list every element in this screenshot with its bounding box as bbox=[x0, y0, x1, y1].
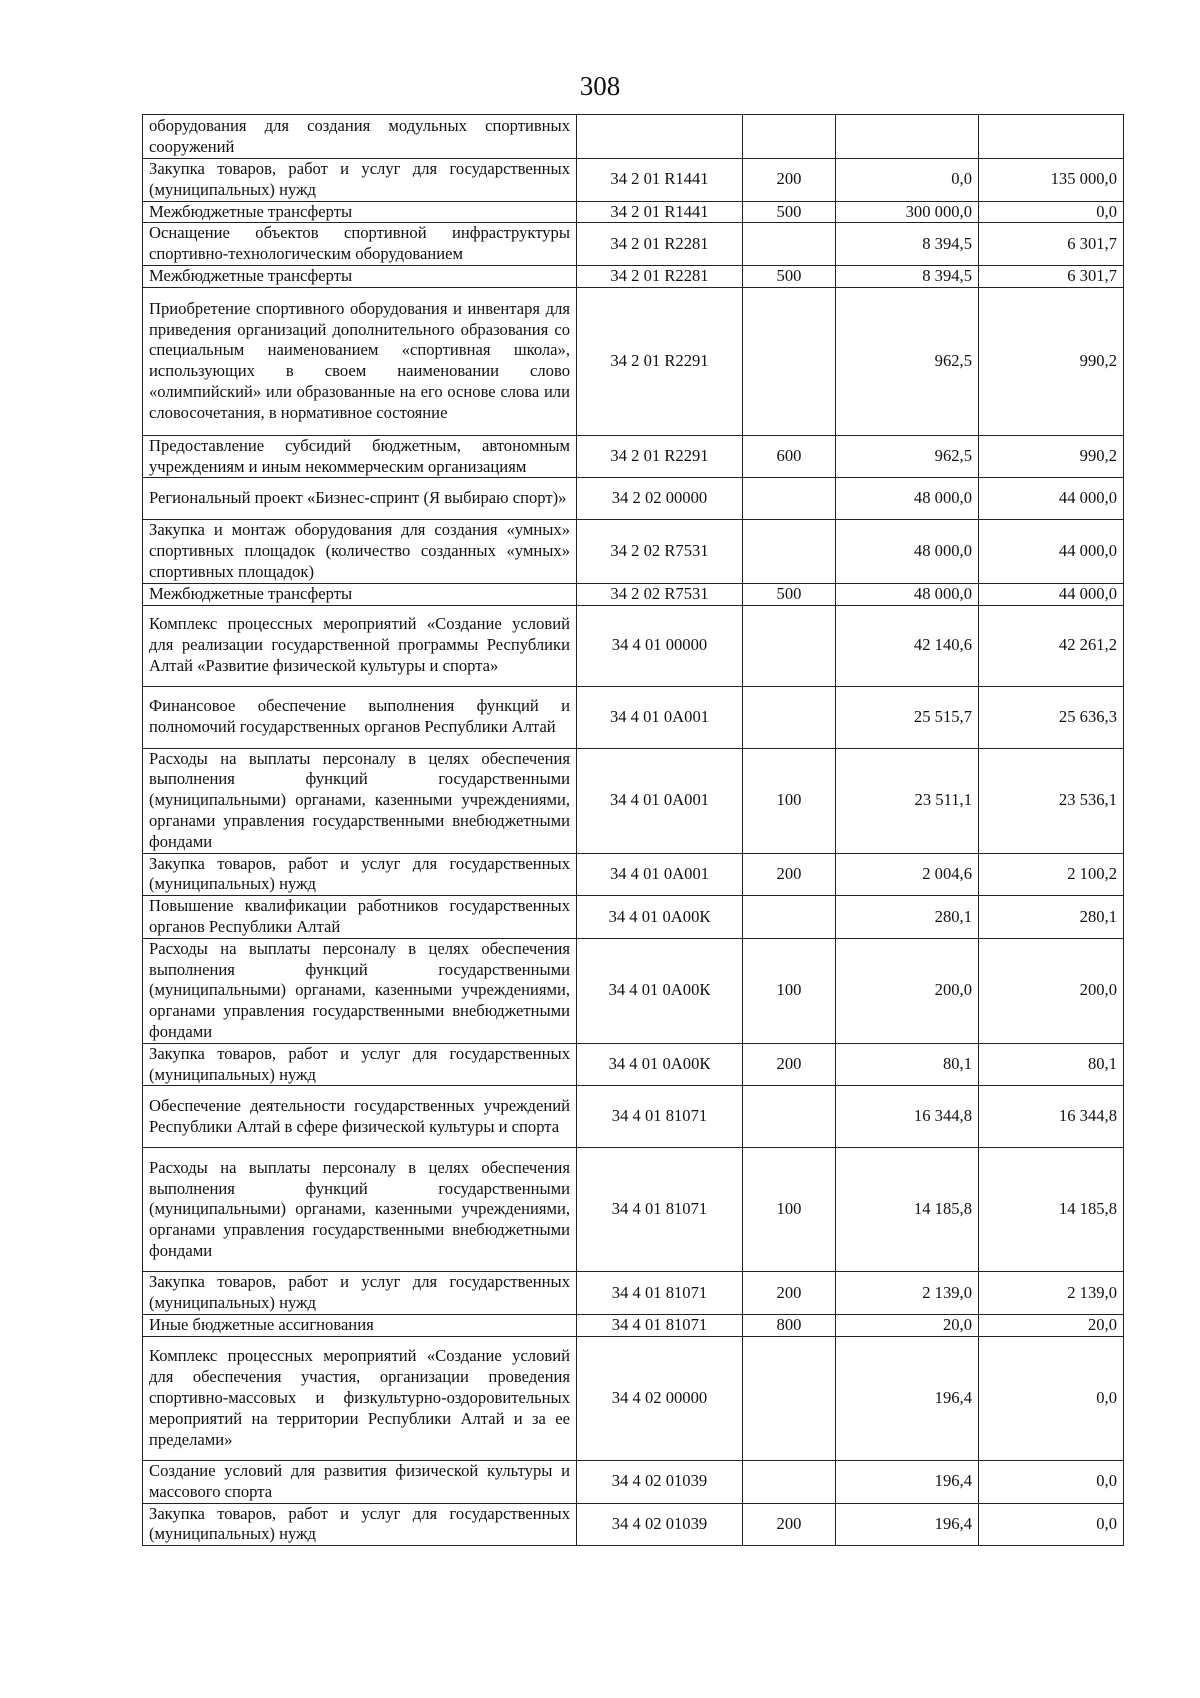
amount-year2-cell: 200,0 bbox=[979, 938, 1124, 1043]
table-row bbox=[143, 748, 1124, 853]
amount-year1-cell: 280,1 bbox=[836, 896, 979, 939]
amount-year2-cell: 42 261,2 bbox=[979, 605, 1124, 686]
table-row bbox=[143, 605, 1124, 686]
target-code-cell: 34 4 01 0А00К bbox=[577, 1043, 743, 1086]
expense-name-cell: Приобретение спортивного оборудования и инвентаря для приведения организаций дополнительного образования со специальным наименованием «спортивная школа», использующих в своем наименовании слово «олимпийский» или образованные на его основе слова или словосочетания, в нормативное состояние bbox=[143, 287, 577, 435]
expense-name-cell: Закупка товаров, работ и услуг для государственных (муниципальных) нужд bbox=[143, 159, 577, 202]
expense-name-cell: Комплекс процессных мероприятий «Создание условий для реализации государственной программы Республики Алтай «Развитие физической культуры и спорта» bbox=[143, 605, 577, 686]
target-code-cell: 34 4 02 01039 bbox=[577, 1460, 743, 1503]
target-code-cell: 34 4 01 81071 bbox=[577, 1148, 743, 1272]
target-code-cell: 34 4 01 0А001 bbox=[577, 686, 743, 748]
target-code-cell: 34 4 01 00000 bbox=[577, 605, 743, 686]
expense-type-cell bbox=[743, 287, 836, 435]
target-code-cell bbox=[577, 115, 743, 159]
amount-year2-cell: 25 636,3 bbox=[979, 686, 1124, 748]
expense-name-cell: Иные бюджетные ассигнования bbox=[143, 1314, 577, 1336]
amount-year1-cell: 196,4 bbox=[836, 1460, 979, 1503]
table-row bbox=[143, 201, 1124, 223]
amount-year1-cell: 300 000,0 bbox=[836, 201, 979, 223]
table-row bbox=[143, 1503, 1124, 1546]
amount-year1-cell: 16 344,8 bbox=[836, 1086, 979, 1148]
amount-year1-cell: 2 004,6 bbox=[836, 853, 979, 896]
expense-type-cell bbox=[743, 1086, 836, 1148]
expense-type-cell: 100 bbox=[743, 1148, 836, 1272]
amount-year2-cell: 2 100,2 bbox=[979, 853, 1124, 896]
target-code-cell: 34 2 02 R7531 bbox=[577, 520, 743, 583]
target-code-cell: 34 4 01 0А001 bbox=[577, 748, 743, 853]
expense-name-cell: Расходы на выплаты персоналу в целях обеспечения выполнения функций государственными (муниципальными) органами, казенными учреждениями, органами управления государственными внебюджетными фондами bbox=[143, 938, 577, 1043]
amount-year1-cell: 48 000,0 bbox=[836, 583, 979, 605]
target-code-cell: 34 2 02 R7531 bbox=[577, 583, 743, 605]
expense-name-cell: Закупка товаров, работ и услуг для государственных (муниципальных) нужд bbox=[143, 1503, 577, 1546]
amount-year1-cell: 8 394,5 bbox=[836, 265, 979, 287]
amount-year1-cell: 196,4 bbox=[836, 1336, 979, 1460]
expense-name-cell: Закупка и монтаж оборудования для создания «умных» спортивных площадок (количество созданных «умных» спортивных площадок) bbox=[143, 520, 577, 583]
amount-year2-cell: 6 301,7 bbox=[979, 265, 1124, 287]
table-row bbox=[143, 1086, 1124, 1148]
table-row bbox=[143, 896, 1124, 939]
amount-year2-cell: 23 536,1 bbox=[979, 748, 1124, 853]
table-row bbox=[143, 1314, 1124, 1336]
amount-year2-cell: 2 139,0 bbox=[979, 1272, 1124, 1315]
target-code-cell: 34 2 01 R2281 bbox=[577, 223, 743, 266]
expense-name-cell: Создание условий для развития физической культуры и массового спорта bbox=[143, 1460, 577, 1503]
amount-year1-cell: 20,0 bbox=[836, 1314, 979, 1336]
expense-name-cell: Межбюджетные трансферты bbox=[143, 265, 577, 287]
target-code-cell: 34 2 01 R2291 bbox=[577, 287, 743, 435]
expense-type-cell: 500 bbox=[743, 583, 836, 605]
table-row bbox=[143, 478, 1124, 520]
amount-year2-cell: 44 000,0 bbox=[979, 478, 1124, 520]
table-row bbox=[143, 265, 1124, 287]
expense-type-cell: 100 bbox=[743, 938, 836, 1043]
amount-year1-cell: 962,5 bbox=[836, 435, 979, 478]
expense-name-cell: Повышение квалификации работников государственных органов Республики Алтай bbox=[143, 896, 577, 939]
target-code-cell: 34 2 02 00000 bbox=[577, 478, 743, 520]
target-code-cell: 34 2 01 R1441 bbox=[577, 159, 743, 202]
table-row bbox=[143, 1336, 1124, 1460]
expense-type-cell bbox=[743, 605, 836, 686]
expense-name-cell: Оснащение объектов спортивной инфраструктуры спортивно-технологическим оборудованием bbox=[143, 223, 577, 266]
amount-year1-cell: 48 000,0 bbox=[836, 478, 979, 520]
table-row bbox=[143, 223, 1124, 266]
amount-year1-cell: 200,0 bbox=[836, 938, 979, 1043]
amount-year2-cell: 44 000,0 bbox=[979, 520, 1124, 583]
table-row bbox=[143, 1460, 1124, 1503]
target-code-cell: 34 4 02 01039 bbox=[577, 1503, 743, 1546]
expense-name-cell: Закупка товаров, работ и услуг для государственных (муниципальных) нужд bbox=[143, 1043, 577, 1086]
amount-year2-cell: 20,0 bbox=[979, 1314, 1124, 1336]
amount-year2-cell bbox=[979, 115, 1124, 159]
expense-type-cell: 500 bbox=[743, 265, 836, 287]
expense-name-cell: Финансовое обеспечение выполнения функций и полномочий государственных органов Республики Алтай bbox=[143, 686, 577, 748]
amount-year2-cell: 0,0 bbox=[979, 1336, 1124, 1460]
expense-type-cell bbox=[743, 223, 836, 266]
expense-type-cell: 800 bbox=[743, 1314, 836, 1336]
table-row bbox=[143, 938, 1124, 1043]
expense-name-cell: Расходы на выплаты персоналу в целях обеспечения выполнения функций государственными (муниципальными) органами, казенными учреждениями, органами управления государственными внебюджетными фондами bbox=[143, 1148, 577, 1272]
expense-name-cell: Закупка товаров, работ и услуг для государственных (муниципальных) нужд bbox=[143, 1272, 577, 1315]
target-code-cell: 34 4 01 0А00К bbox=[577, 938, 743, 1043]
expense-type-cell: 200 bbox=[743, 1043, 836, 1086]
expense-name-cell: Межбюджетные трансферты bbox=[143, 583, 577, 605]
page-number: 308 bbox=[579, 71, 621, 101]
table-row bbox=[143, 115, 1124, 159]
amount-year2-cell: 280,1 bbox=[979, 896, 1124, 939]
expense-name-cell: Межбюджетные трансферты bbox=[143, 201, 577, 223]
expense-name-cell: оборудования для создания модульных спортивных сооружений bbox=[143, 115, 577, 159]
expense-type-cell: 200 bbox=[743, 853, 836, 896]
expense-type-cell bbox=[743, 520, 836, 583]
amount-year1-cell: 25 515,7 bbox=[836, 686, 979, 748]
amount-year1-cell: 48 000,0 bbox=[836, 520, 979, 583]
table-row bbox=[143, 435, 1124, 478]
amount-year1-cell: 14 185,8 bbox=[836, 1148, 979, 1272]
expense-name-cell: Обеспечение деятельности государственных учреждений Республики Алтай в сфере физической культуры и спорта bbox=[143, 1086, 577, 1148]
table-row bbox=[143, 583, 1124, 605]
target-code-cell: 34 2 01 R2281 bbox=[577, 265, 743, 287]
budget-table-body bbox=[143, 115, 1124, 1546]
expense-name-cell: Региональный проект «Бизнес-спринт (Я выбираю спорт)» bbox=[143, 478, 577, 520]
expense-name-cell: Расходы на выплаты персоналу в целях обеспечения выполнения функций государственными (муниципальными) органами, казенными учреждениями, органами управления государственными внебюджетными фондами bbox=[143, 748, 577, 853]
amount-year1-cell: 196,4 bbox=[836, 1503, 979, 1546]
table-row bbox=[143, 686, 1124, 748]
table-row bbox=[143, 1272, 1124, 1315]
amount-year2-cell: 16 344,8 bbox=[979, 1086, 1124, 1148]
amount-year1-cell: 23 511,1 bbox=[836, 748, 979, 853]
table-row bbox=[143, 1148, 1124, 1272]
expense-type-cell: 500 bbox=[743, 201, 836, 223]
expense-type-cell bbox=[743, 115, 836, 159]
amount-year2-cell: 990,2 bbox=[979, 435, 1124, 478]
target-code-cell: 34 4 01 0А001 bbox=[577, 853, 743, 896]
expense-type-cell bbox=[743, 1336, 836, 1460]
amount-year2-cell: 0,0 bbox=[979, 201, 1124, 223]
table-row bbox=[143, 853, 1124, 896]
amount-year1-cell bbox=[836, 115, 979, 159]
target-code-cell: 34 4 01 0А00К bbox=[577, 896, 743, 939]
amount-year2-cell: 0,0 bbox=[979, 1503, 1124, 1546]
amount-year2-cell: 44 000,0 bbox=[979, 583, 1124, 605]
table-row bbox=[143, 520, 1124, 583]
expense-type-cell: 200 bbox=[743, 1272, 836, 1315]
expense-type-cell bbox=[743, 1460, 836, 1503]
expense-name-cell: Закупка товаров, работ и услуг для государственных (муниципальных) нужд bbox=[143, 853, 577, 896]
amount-year1-cell: 0,0 bbox=[836, 159, 979, 202]
target-code-cell: 34 4 01 81071 bbox=[577, 1086, 743, 1148]
amount-year1-cell: 42 140,6 bbox=[836, 605, 979, 686]
amount-year1-cell: 962,5 bbox=[836, 287, 979, 435]
table-row bbox=[143, 159, 1124, 202]
amount-year1-cell: 80,1 bbox=[836, 1043, 979, 1086]
target-code-cell: 34 4 01 81071 bbox=[577, 1314, 743, 1336]
expense-name-cell: Предоставление субсидий бюджетным, автономным учреждениям и иным некоммерческим организациям bbox=[143, 435, 577, 478]
expense-type-cell bbox=[743, 686, 836, 748]
target-code-cell: 34 2 01 R2291 bbox=[577, 435, 743, 478]
expense-type-cell: 200 bbox=[743, 159, 836, 202]
amount-year2-cell: 0,0 bbox=[979, 1460, 1124, 1503]
target-code-cell: 34 4 02 00000 bbox=[577, 1336, 743, 1460]
expense-name-cell: Комплекс процессных мероприятий «Создание условий для обеспечения участия, организации проведения спортивно-массовых и физкультурно-оздоровительных мероприятий на территории Республики Алтай и за ее пределами» bbox=[143, 1336, 577, 1460]
amount-year1-cell: 8 394,5 bbox=[836, 223, 979, 266]
expense-type-cell: 600 bbox=[743, 435, 836, 478]
amount-year2-cell: 80,1 bbox=[979, 1043, 1124, 1086]
table-row bbox=[143, 1043, 1124, 1086]
amount-year2-cell: 6 301,7 bbox=[979, 223, 1124, 266]
table-row bbox=[143, 287, 1124, 435]
expense-type-cell: 200 bbox=[743, 1503, 836, 1546]
budget-table bbox=[142, 114, 1124, 1546]
expense-type-cell: 100 bbox=[743, 748, 836, 853]
target-code-cell: 34 2 01 R1441 bbox=[577, 201, 743, 223]
expense-type-cell bbox=[743, 896, 836, 939]
amount-year2-cell: 135 000,0 bbox=[979, 159, 1124, 202]
amount-year2-cell: 990,2 bbox=[979, 287, 1124, 435]
amount-year1-cell: 2 139,0 bbox=[836, 1272, 979, 1315]
amount-year2-cell: 14 185,8 bbox=[979, 1148, 1124, 1272]
target-code-cell: 34 4 01 81071 bbox=[577, 1272, 743, 1315]
expense-type-cell bbox=[743, 478, 836, 520]
